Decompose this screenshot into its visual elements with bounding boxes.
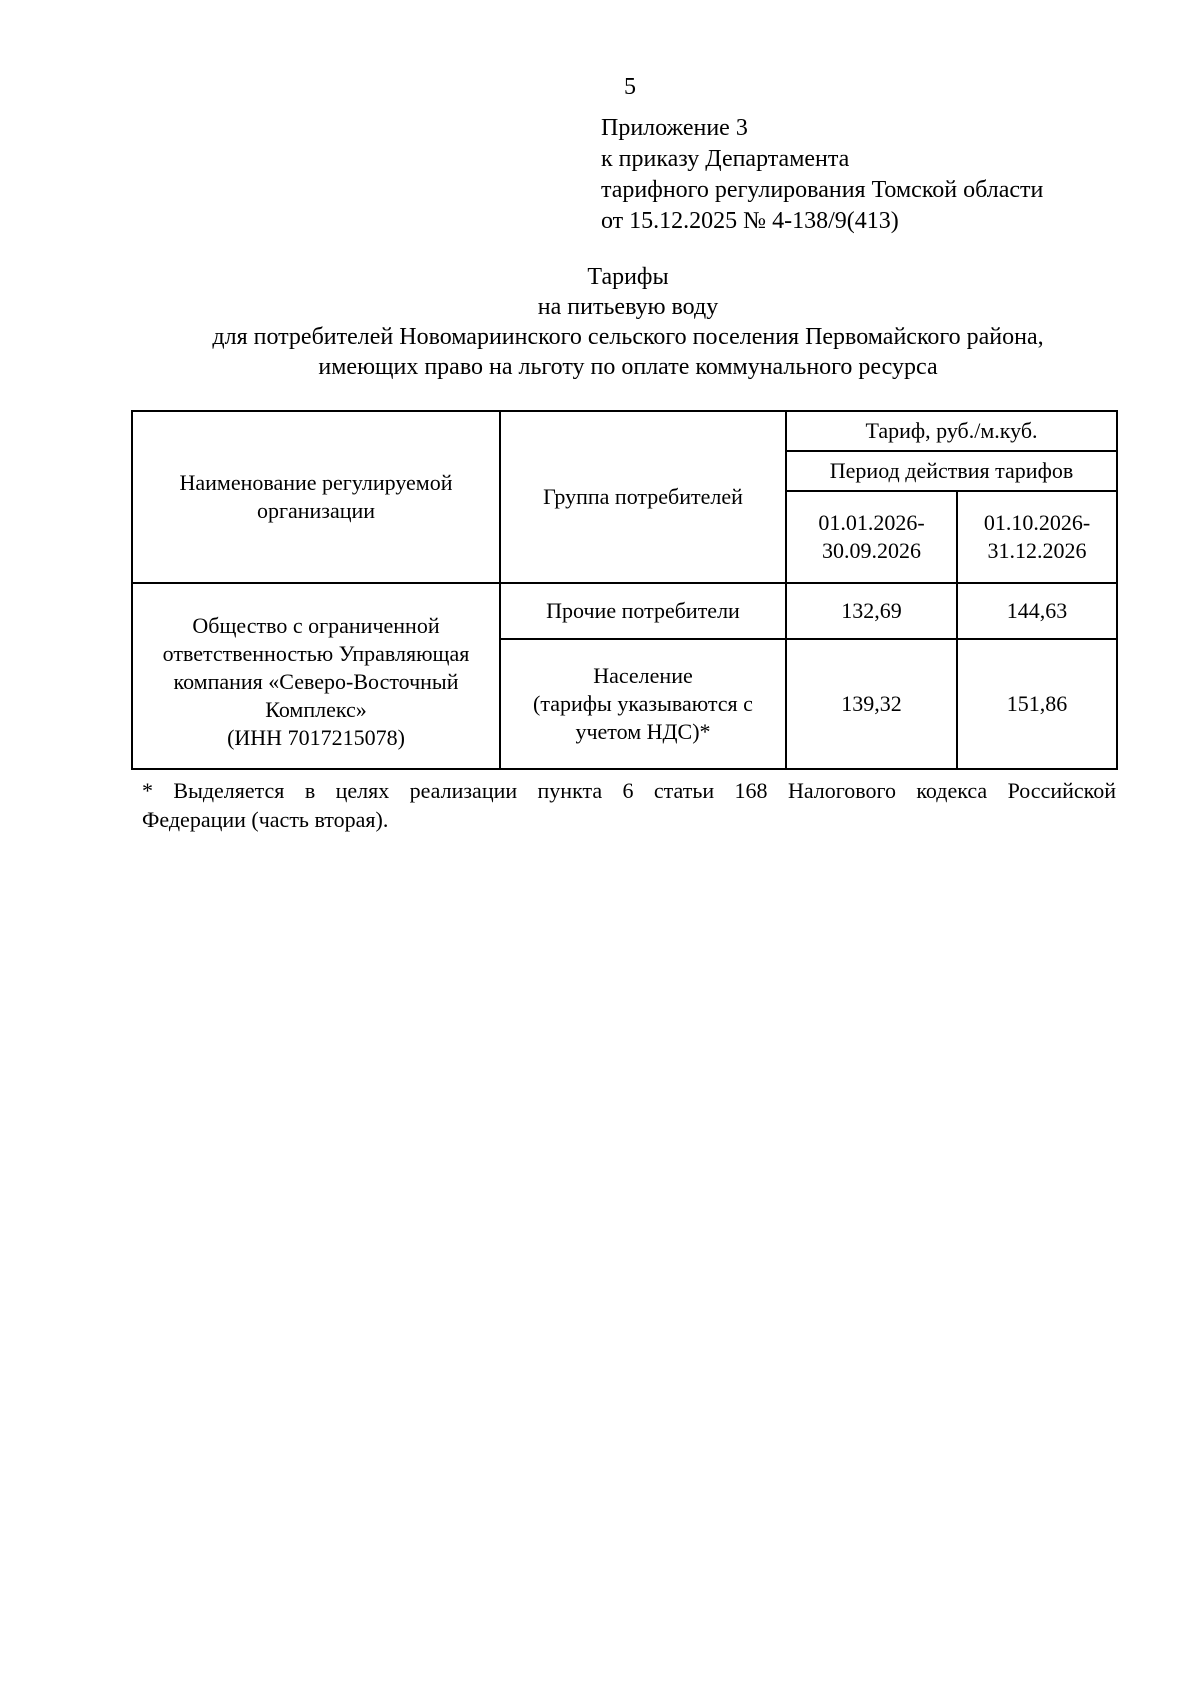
document-title	[131, 262, 1125, 382]
organization-line-2: ответственностью Управляющая	[162, 641, 470, 666]
organization-line-4: Комплекс»	[265, 697, 367, 722]
footnote-line-1: * Выделяется в целях реализации пункта 6 статьи 168 Налогового кодекса Российской	[142, 778, 1116, 803]
footnote-line-2: Федерации (часть вторая).	[142, 807, 389, 832]
header-period-label: Период действия тарифов	[786, 451, 1117, 491]
tariff-value-period-2: 151,86	[957, 639, 1117, 769]
organization-cell	[132, 583, 500, 769]
organization-line-3: компания «Северо-Восточный	[173, 669, 459, 694]
consumer-group-note-line-2: учетом НДС)*	[575, 719, 711, 744]
header-period-1	[786, 491, 957, 583]
consumer-group-label: Прочие потребители	[546, 598, 740, 623]
tariff-table	[131, 410, 1118, 770]
title-line-3: для потребителей Новомариинского сельского поселения Первомайского района,	[212, 324, 1044, 350]
appendix-block	[601, 113, 1043, 237]
header-period-1-start: 01.01.2026-	[818, 510, 925, 535]
header-period-2-end: 31.12.2026	[987, 538, 1087, 563]
header-period-2	[957, 491, 1117, 583]
header-organization-line-2: организации	[256, 498, 376, 523]
consumer-group-cell	[500, 639, 786, 769]
appendix-line-3: тарифного регулирования Томской области	[601, 177, 1044, 203]
tariff-value-period-1: 132,69	[786, 583, 957, 639]
page-number: 5	[624, 74, 636, 100]
header-organization-line-1: Наименование регулируемой	[179, 470, 453, 495]
title-line-1: Тарифы	[587, 264, 669, 290]
tariff-value-period-1: 139,32	[786, 639, 957, 769]
organization-inn: (ИНН 7017215078)	[227, 725, 405, 750]
header-consumer-group: Группа потребителей	[500, 411, 786, 583]
appendix-line-2: к приказу Департамента	[601, 146, 850, 172]
table-row	[132, 583, 1117, 639]
title-line-2: на питьевую воду	[537, 294, 719, 320]
appendix-line-4: от 15.12.2025 № 4-138/9(413)	[601, 208, 899, 234]
table-header-row	[132, 411, 1117, 451]
consumer-group-label: Население	[593, 663, 693, 688]
appendix-line-1: Приложение 3	[601, 115, 748, 141]
title-line-4: имеющих право на льготу по оплате коммунального ресурса	[318, 354, 938, 380]
header-organization	[132, 411, 500, 583]
header-period-1-end: 30.09.2026	[822, 538, 921, 563]
header-period-2-start: 01.10.2026-	[983, 510, 1091, 535]
header-tariff-unit: Тариф, руб./м.куб.	[786, 411, 1117, 451]
consumer-group-cell	[500, 583, 786, 639]
consumer-group-note-line-1: (тарифы указываются с	[533, 691, 753, 716]
tariff-value-period-2: 144,63	[957, 583, 1117, 639]
organization-line-1: Общество с ограниченной	[192, 613, 440, 638]
